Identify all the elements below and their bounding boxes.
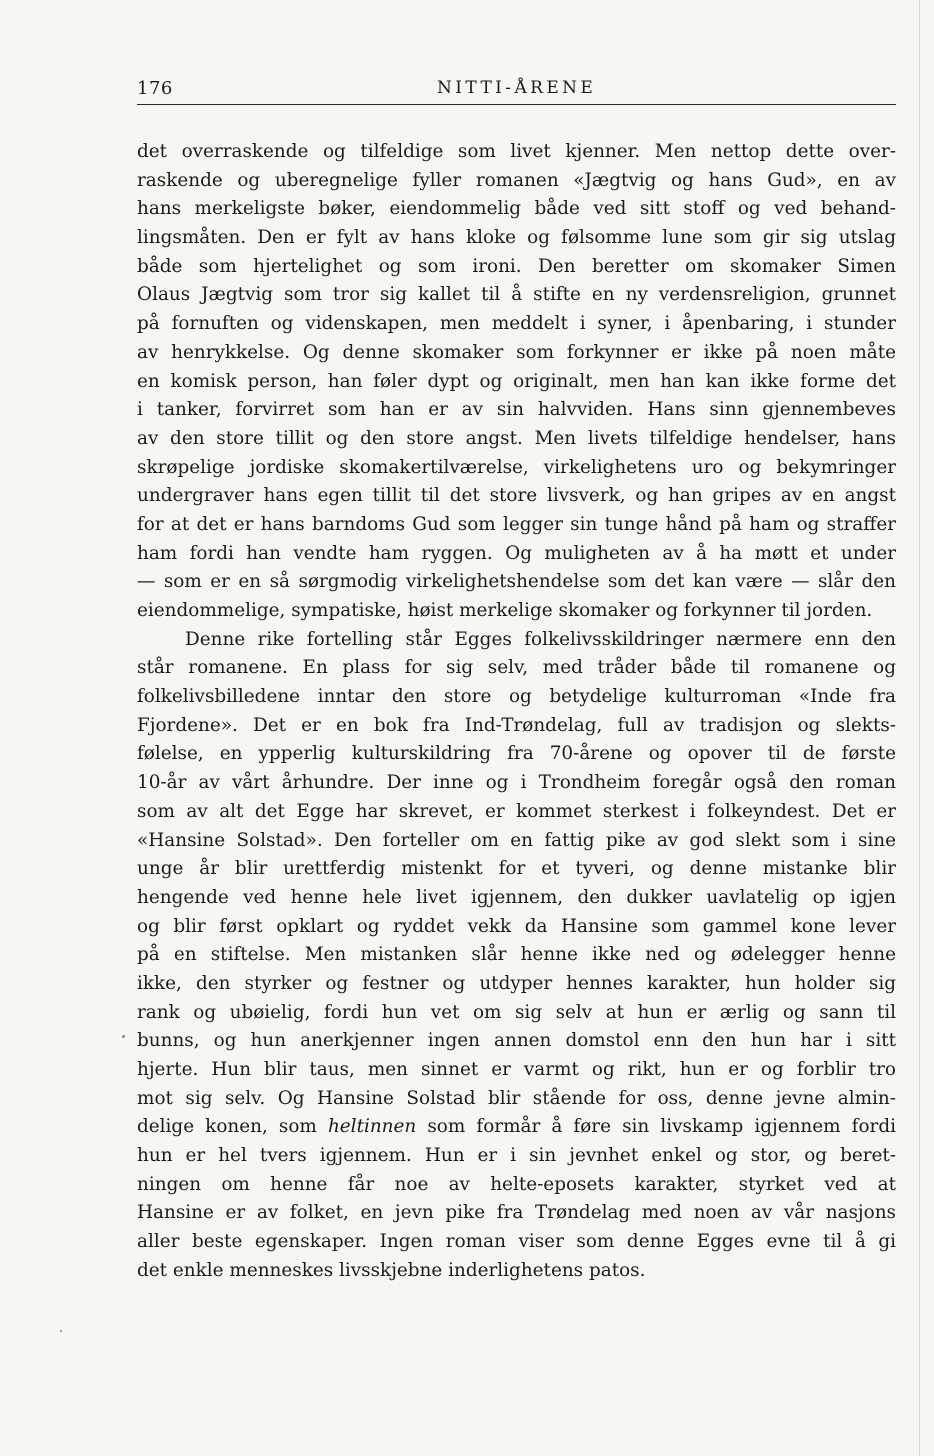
text-line: både som hjertelighet og som ironi. Den beretter om skomaker Simen [137,255,896,277]
text-line: Hansine er av folket, en jevn pike fra Trøndelag med noen av vår nasjons [137,1202,896,1224]
text-line: står romanene. En plass for sig selv, med tråder både til romanene og [137,657,896,679]
text-line: Olaus Jægtvig som tror sig kallet til å stifte en ny verdensreligion, grunnet [137,284,896,306]
text-line: lingsmåten. Den er fylt av hans kloke og følsomme lune som gir sig utslag [137,227,896,249]
page-header [137,78,896,104]
text-line: bunns, og hun anerkjenner ingen annen domstol enn den hun har i sitt [137,1030,896,1052]
text-line: og blir først opklart og ryddet vekk da Hansine som gammel kone lever [137,915,896,937]
text-segment: delige konen, som [137,1116,328,1138]
text-line: Fjordene». Det er en bok fra Ind-Trøndelag, full av tradisjon og slekts- [137,714,896,736]
page-edge-shadow [919,0,920,1456]
text-line: aller beste egenskaper. Ingen roman viser som denne Egges evne til å gi [137,1231,896,1253]
text-line: folkelivsbilledene inntar den store og betydelige kulturroman «Inde fra [137,686,896,708]
text-line: følelse, en ypperlig kulturskildring fra 70-årene og opover til de første [137,743,896,765]
text-line: på en stiftelse. Men mistanken slår henne ikke ned og ødelegger henne [137,944,896,966]
text-line [137,1113,896,1142]
header-rule [137,104,896,105]
text-line: undergraver hans egen tillit til det store livsverk, og han gripes av en angst [137,485,896,507]
text-segment: som formår å føre sin livskamp igjennem fordi [416,1116,896,1138]
page-number: 176 [137,78,173,99]
text-line: ningen om henne får noe av helte-eposets karakter, styrket ved at [137,1173,896,1195]
text-line: hun er hel tvers igjennem. Hun er i sin jevnhet enkel og stor, og beret- [137,1145,896,1167]
text-line: av den store tillit og den store angst. Men livets tilfeldige hendelser, hans [137,427,896,449]
text-line: i tanker, forvirret som han er av sin halvviden. Hans sinn gjennembeves [137,399,896,421]
text-line: av henrykkelse. Og denne skomaker som forkynner er ikke på noen måte [137,341,896,363]
text-line: «Hansine Solstad». Den forteller om en fattig pike av god slekt som i sine [137,829,896,851]
text-line: det overraskende og tilfeldige som livet kjenner. Men nettop dette over- [137,141,896,162]
running-title: NITTI-ÅRENE [437,78,597,98]
body-text [137,138,896,1286]
text-line: rank og ubøielig, fordi hun vet om sig selv at hun er ærlig og sann til [137,1001,896,1023]
print-speck [122,1035,125,1038]
text-line: hengende ved henne hele livet igjennem, den dukker uavlatelig op igjen [137,886,896,908]
text-line: hans merkeligste bøker, eiendommelig både ved sitt stoff og ved behand- [137,198,896,220]
text-line: skrøpelige jordiske skomakertilværelse, virkelighetens uro og bekymringer [137,456,896,478]
text-line: det enkle menneskes livsskjebne inderlighetens patos. [137,1259,646,1281]
text-line: mot sig selv. Og Hansine Solstad blir stående for oss, denne jevne almin- [137,1087,896,1109]
italic-word: heltinnen [327,1116,417,1138]
text-line: ham fordi han vendte ham ryggen. Og muligheten av å ha møtt et under [137,542,896,564]
text-line: Denne rike fortelling står Egges folkelivsskildringer nærmere enn den [185,628,896,650]
text-line: for at det er hans barndoms Gud som legger sin tunge hånd på ham og straffer [137,513,896,535]
text-line: på fornuften og videnskapen, men meddelt i syner, i åpenbaring, i stunder [137,313,896,335]
text-line: raskende og uberegnelige fyller romanen «Jægtvig og hans Gud», en av [137,169,896,191]
text-line: unge år blir urettferdig mistenkt for et tyveri, og denne mistanke blir [137,858,896,880]
text-line: ikke, den styrker og festner og utdyper hennes karakter, hun holder sig [137,972,896,994]
text-line: en komisk person, han føler dypt og originalt, men han kan ikke forme det [137,370,896,392]
text-line: eiendommelige, sympatiske, høist merkelige skomaker og forkynner til jorden. [137,600,873,621]
text-line: — som er en så sørgmodig virkelighetshendelse som det kan være — slår den [137,571,896,593]
text-line: som av alt det Egge har skrevet, er kommet sterkest i folkeyndest. Det er [137,800,896,822]
text-line: 10-år av vårt århundre. Der inne og i Trondheim foregår også den roman [137,772,896,794]
print-speck [60,1330,62,1332]
text-line: hjerte. Hun blir taus, men sinnet er varmt og rikt, hun er og forblir tro [137,1059,896,1080]
